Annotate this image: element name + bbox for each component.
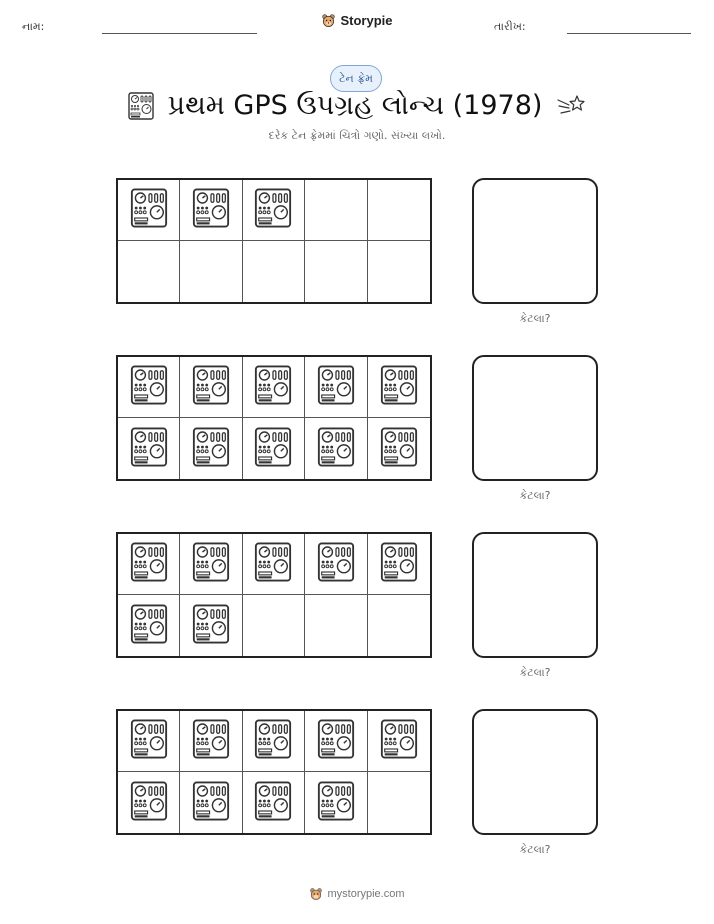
- footer-url: mystorypie.com: [327, 888, 405, 900]
- frame-cell: [180, 534, 242, 595]
- answer-label-3: કેટલા?: [519, 666, 551, 679]
- frame-cell: [118, 595, 180, 656]
- frame-cell: [180, 418, 242, 479]
- frame-cell: [368, 711, 430, 772]
- control-panel-icon: [192, 188, 230, 232]
- frame-cell: [368, 180, 430, 241]
- frame-cell: [305, 595, 367, 656]
- ten-frame-1: [116, 178, 432, 304]
- control-panel-icon: [254, 427, 292, 471]
- brand-name: Storypie: [340, 13, 393, 28]
- control-panel-icon: [254, 781, 292, 825]
- answer-label-1: કેટલા?: [519, 312, 551, 325]
- shooting-star-icon: [556, 94, 586, 118]
- frame-cell: [368, 595, 430, 656]
- answer-box-1[interactable]: [472, 178, 598, 304]
- ten-frame-2: [116, 355, 432, 481]
- control-panel-icon: [130, 365, 168, 409]
- frame-cell: [118, 180, 180, 241]
- bear-mascot-icon: [309, 887, 323, 901]
- frame-cell: [180, 241, 242, 302]
- name-label: નામ:: [22, 20, 45, 33]
- control-panel-icon: [192, 719, 230, 763]
- control-panel-icon: [192, 542, 230, 586]
- footer: [0, 886, 714, 905]
- category-pill: ટેન ફ્રેમ: [330, 65, 382, 92]
- answer-box-2[interactable]: [472, 355, 598, 481]
- frame-cell: [180, 711, 242, 772]
- frame-cell: [243, 180, 305, 241]
- control-panel-icon: [254, 188, 292, 232]
- answer-label-4: કેટલા?: [519, 843, 551, 856]
- frame-cell: [118, 772, 180, 833]
- frame-cell: [118, 711, 180, 772]
- date-field[interactable]: [567, 33, 691, 34]
- control-panel-icon: [130, 719, 168, 763]
- control-panel-icon: [317, 427, 355, 471]
- control-panel-icon: [128, 92, 154, 120]
- brand-logo: [0, 13, 714, 32]
- frame-cell: [305, 180, 367, 241]
- frame-cell: [118, 534, 180, 595]
- control-panel-icon: [317, 542, 355, 586]
- page-title: પ્રથમ GPS ઉપગ્રહ લોન્ચ (1978): [167, 90, 543, 121]
- frame-cell: [243, 534, 305, 595]
- control-panel-icon: [254, 542, 292, 586]
- frame-cell: [305, 241, 367, 302]
- frame-cell: [180, 357, 242, 418]
- control-panel-icon: [317, 365, 355, 409]
- frame-cell: [118, 357, 180, 418]
- control-panel-icon: [317, 719, 355, 763]
- frame-cell: [368, 418, 430, 479]
- bear-mascot-icon: [321, 13, 336, 28]
- control-panel-icon: [130, 427, 168, 471]
- control-panel-icon: [192, 604, 230, 648]
- frame-cell: [180, 772, 242, 833]
- control-panel-icon: [130, 188, 168, 232]
- control-panel-icon: [380, 542, 418, 586]
- frame-cell: [305, 711, 367, 772]
- frame-cell: [243, 711, 305, 772]
- frame-cell: [368, 534, 430, 595]
- frame-cell: [368, 241, 430, 302]
- control-panel-icon: [254, 365, 292, 409]
- control-panel-icon: [380, 427, 418, 471]
- frame-cell: [368, 772, 430, 833]
- frame-cell: [243, 418, 305, 479]
- instructions: દરેક ટેન ફ્રેમમાં ચિત્રો ગણો. સંખ્યા લખો.: [268, 129, 446, 142]
- frame-cell: [368, 357, 430, 418]
- frame-cell: [305, 418, 367, 479]
- control-panel-icon: [317, 781, 355, 825]
- frame-cell: [243, 241, 305, 302]
- control-panel-icon: [192, 365, 230, 409]
- frame-cell: [243, 772, 305, 833]
- ten-frame-4: [116, 709, 432, 835]
- frame-cell: [243, 595, 305, 656]
- name-field[interactable]: [102, 33, 257, 34]
- frame-cell: [118, 241, 180, 302]
- frame-cell: [118, 418, 180, 479]
- frame-cell: [243, 357, 305, 418]
- control-panel-icon: [254, 719, 292, 763]
- frame-cell: [305, 772, 367, 833]
- control-panel-icon: [380, 719, 418, 763]
- ten-frame-3: [116, 532, 432, 658]
- control-panel-icon: [130, 542, 168, 586]
- control-panel-icon: [192, 427, 230, 471]
- control-panel-icon: [192, 781, 230, 825]
- frame-cell: [305, 534, 367, 595]
- control-panel-icon: [130, 781, 168, 825]
- frame-cell: [305, 357, 367, 418]
- control-panel-icon: [130, 604, 168, 648]
- date-label: તારીખ:: [494, 20, 526, 33]
- control-panel-icon: [380, 365, 418, 409]
- answer-label-2: કેટલા?: [519, 489, 551, 502]
- frame-cell: [180, 180, 242, 241]
- answer-box-4[interactable]: [472, 709, 598, 835]
- answer-box-3[interactable]: [472, 532, 598, 658]
- frame-cell: [180, 595, 242, 656]
